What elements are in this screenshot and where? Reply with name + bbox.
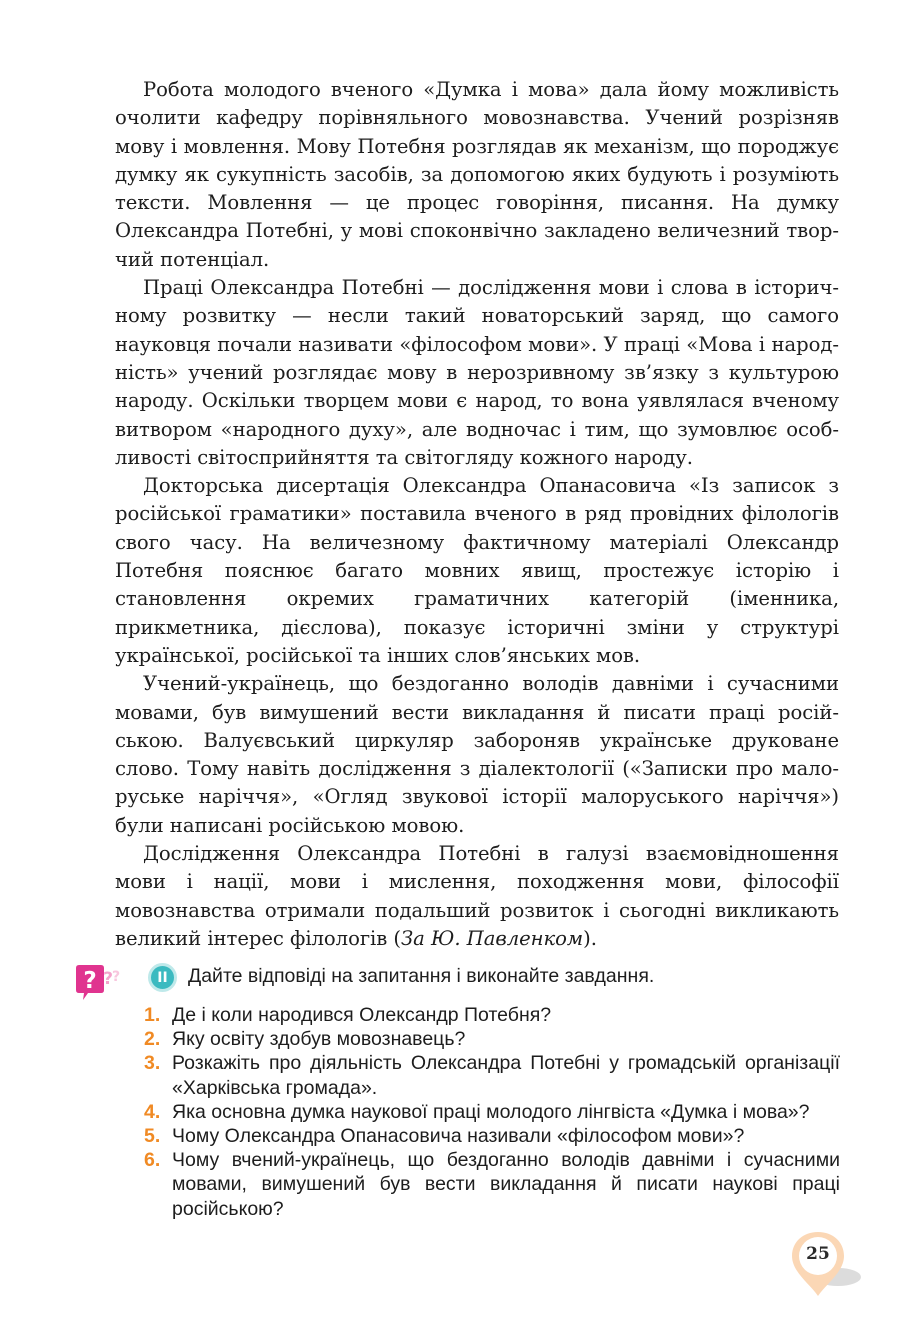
page-marker-icon <box>788 1230 864 1302</box>
paragraph-closing: ). <box>583 926 597 950</box>
question-number: 4. <box>144 1100 161 1123</box>
question-text: Чому Олександра Опанасовича називали «філософом мови»? <box>172 1125 745 1148</box>
question-text: Яка основна думка наукової праці молодого лінгвіста «Думка і мова»? <box>172 1100 810 1123</box>
question-item <box>144 1003 840 1027</box>
question-number: 3. <box>144 1052 161 1075</box>
question-item <box>144 1051 840 1099</box>
question-text: Розкажіть про діяльність Олександра Потебні у громадській організації «Харківська громада». <box>172 1052 840 1099</box>
question-item <box>144 1100 840 1124</box>
attribution: За Ю. Павленком <box>401 926 584 950</box>
section-badge: II <box>148 963 177 992</box>
svg-text:?: ? <box>83 968 97 994</box>
question-number: 6. <box>144 1149 161 1172</box>
paragraph: Докторська дисертація Олександра Опанасовича «Із записок з російської граматики» поставила вченого в ряд провідних філологів свого часу. На величезному фактичному матеріалі Олександр Потебня пояснює багато мовних явищ, простежує історію і становлення окремих граматичних категорій (іменника, прикметника, дієслова), показує історичні зміни у структурі української, російської та інших слов’янських мов. <box>115 474 839 667</box>
question-marks-icon <box>74 964 122 1004</box>
question-list <box>144 1003 840 1221</box>
question-text: Де і коли народився Олександр Потебня? <box>172 1004 552 1026</box>
paragraph: Учений-українець, що бездоганно володів давніми і сучасними мовами, був вимушений вести викладання й писати праці російською. Валуєвський циркуляр забороняв українське друковане слово. Тому навіть дослідження з діалектології («Записки про малоруське наріччя», «Огляд звукової історії малоруського наріччя») були написані російською мовою. <box>115 672 839 837</box>
page-number: 25 <box>806 1244 830 1264</box>
question-item <box>144 1027 840 1051</box>
question-number: 5. <box>144 1125 161 1148</box>
paragraph: Робота молодого вченого «Думка і мова» дала йому можливість очолити кафедру порівняльного мовознавства. Учений розрізняв мову і мовлення. Мову Потебня розглядав як механізм, що породжує думку як сукупність засобів, за допомогою яких будують і розуміють тексти. Мовлення — це процес говоріння, писання. На думку Олександра Потебні, у мові споконвічно закладено величезний творчий потенціал. <box>115 78 839 271</box>
question-text: Чому вчений-українець, що бездоганно володів давніми і сучасними мовами, вимушений був вести викладання й писати наукові праці російською? <box>172 1149 840 1220</box>
question-text: Яку освіту здобув мовознавець? <box>172 1028 466 1051</box>
task-heading: Дайте відповіді на запитання і виконайте завдання. <box>188 965 655 987</box>
paragraph-text: Дослідження Олександра Потебні в галузі взаємовідношення мови і нації, мови і мислення, походження мови, філософії мовознавства отримали подальший розвиток і сьогодні викликають великий інтерес філологів ( <box>115 842 839 950</box>
question-item <box>144 1148 840 1221</box>
paragraph-last <box>115 840 839 953</box>
paragraph: Праці Олександра Потебні — дослідження мови і слова в історичному розвитку — несли такий новаторський заряд, що самого науковця почали називати «філософом мови». У праці «Мова і народність» учений розглядає мову в нерозривному зв’язку з культурою народу. Оскільки творцем мови є народ, то вона уявлялася вченому витвором «народного духу», але водночас і тим, що зумовлює особливості світосприйняття та світогляду кожного народу. <box>115 276 839 469</box>
question-number: 1. <box>144 1004 161 1026</box>
article-body <box>115 76 839 953</box>
svg-text:?: ? <box>103 969 113 989</box>
svg-text:?: ? <box>111 969 121 985</box>
question-number: 2. <box>144 1028 161 1051</box>
question-item <box>144 1124 840 1148</box>
